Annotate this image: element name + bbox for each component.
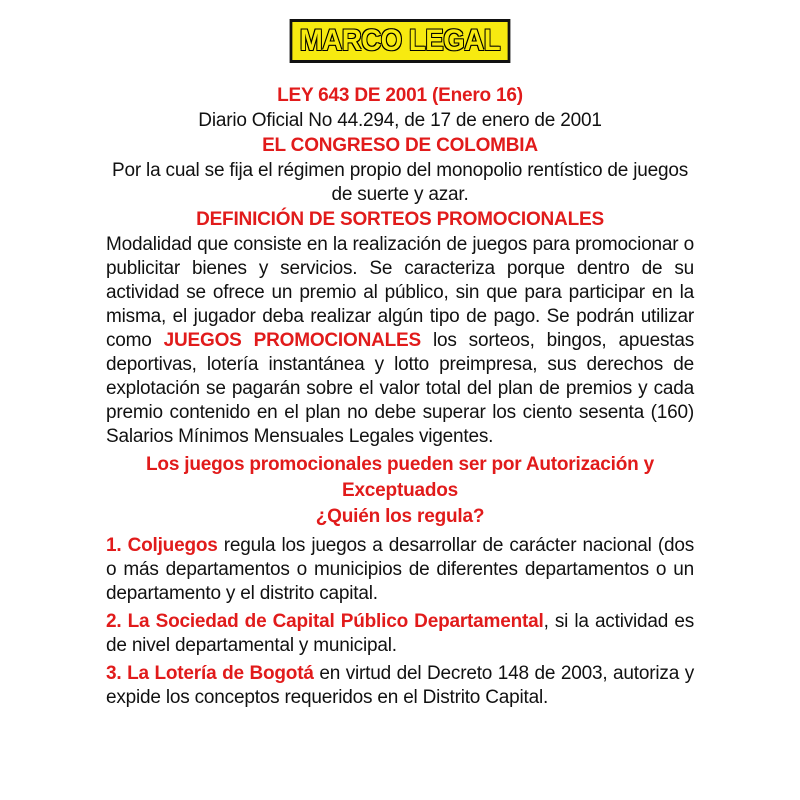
definition-emphasis: JUEGOS PROMOCIONALES: [163, 330, 421, 351]
diario-oficial: Diario Oficial No 44.294, de 17 de enero de 2001: [198, 110, 602, 131]
law-purpose: Por la cual se fija el régimen propio del monopolio rentístico de juegos de suerte y azar.: [112, 160, 688, 205]
regula-heading: ¿Quién los regula?: [315, 506, 485, 527]
badge-container: [106, 0, 694, 68]
congreso-heading: EL CONGRESO DE COLOMBIA: [262, 135, 538, 156]
regulator-item: [106, 610, 694, 658]
regulator-text: en virtud del Decreto 148 de 2003, autoriza y expide los conceptos requeridos en el Distrito Capital.: [106, 663, 694, 708]
regulator-text: regula los juegos a desarrollar de carácter nacional (dos o más departamentos o municipios de diferentes departamentos o un departamento y el distrito capital.: [106, 535, 694, 604]
regulator-name: 2. La Sociedad de Capital Público Departamental: [106, 611, 544, 632]
definition-heading: DEFINICIÓN DE SORTEOS PROMOCIONALES: [196, 209, 604, 230]
regulator-text: , si la actividad es de nivel departamental y municipal.: [106, 611, 694, 656]
regulator-item: [106, 534, 694, 606]
regulator-name: 1. Coljuegos: [106, 535, 218, 556]
law-title: LEY 643 DE 2001 (Enero 16): [277, 85, 523, 106]
types-heading: Los juegos promocionales pueden ser por Autorización y Exceptuados: [146, 454, 654, 501]
definition-text-1: Modalidad que consiste en la realización de juegos para promocionar o publicitar bienes y servicios. Se caracteriza porque dentro de su actividad se ofrece un premio al público, sin que para participar en la misma, el jugador deba realizar algún tipo de pago. Se podrán utilizar como: [106, 234, 694, 351]
section-badge: MARCO LEGAL: [291, 20, 510, 62]
regulator-name: 3. La Lotería de Bogotá: [106, 663, 314, 684]
regulator-item: [106, 662, 694, 710]
definition-text-2: los sorteos, bingos, apuestas deportivas, lotería instantánea y lotto preimpresa, sus derechos de explotación se pagarán sobre el valor total del plan de premios y cada premio contenido en el plan no debe superar los ciento sesenta (160) Salarios Mínimos Mensuales Legales vigentes.: [106, 330, 694, 447]
definition-paragraph: [106, 233, 694, 449]
